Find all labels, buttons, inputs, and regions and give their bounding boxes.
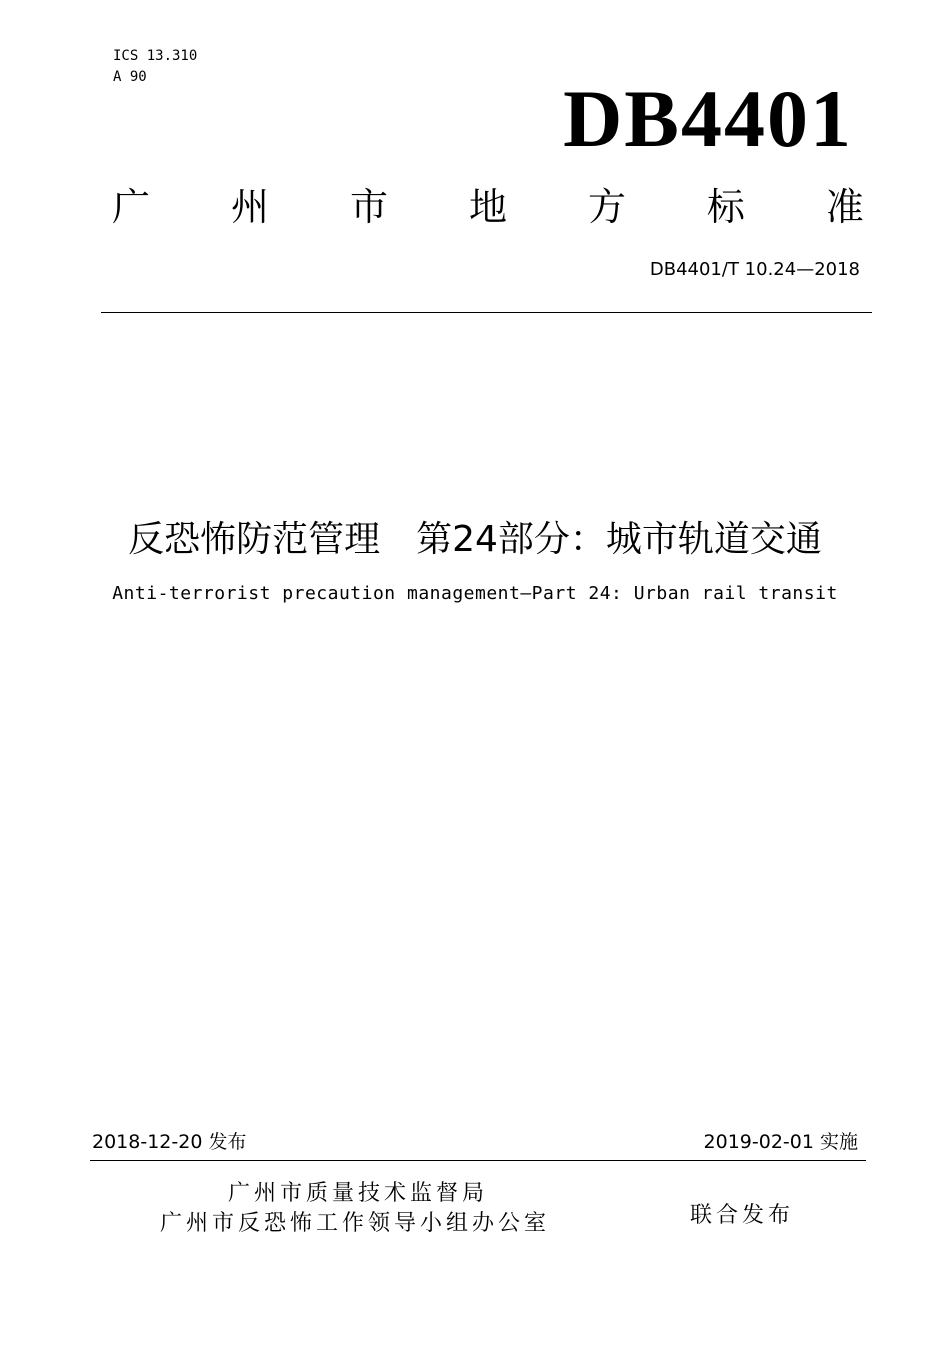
standard-code: DB4401/T 10.24—2018 xyxy=(649,259,860,280)
standard-type xyxy=(112,185,864,229)
joint-issue-label: 联合发布 xyxy=(690,1203,795,1228)
header-divider xyxy=(101,312,872,313)
ccs-code: A 90 xyxy=(113,69,147,85)
standard-type-char: 地 xyxy=(468,185,507,229)
standard-type-char: 标 xyxy=(706,185,745,229)
ics-code: ICS 13.310 xyxy=(113,48,198,64)
db-logo: DB4401 xyxy=(563,73,853,164)
standard-type-char: 方 xyxy=(587,185,626,229)
issuer-org-1: 广州市质量技术监督局 xyxy=(228,1181,489,1206)
standard-type-char: 市 xyxy=(349,185,388,229)
issue-date: 2018-12-20 发布 xyxy=(92,1131,247,1153)
title-english: Anti-terrorist precaution management—Part 24: Urban rail transit xyxy=(112,583,838,604)
standard-type-char: 准 xyxy=(825,185,864,229)
implementation-date: 2019-02-01 实施 xyxy=(703,1131,858,1153)
standard-type-char: 州 xyxy=(230,185,269,229)
classification-codes xyxy=(113,46,197,88)
title-chinese: 反恐怖防范管理 第24部分：城市轨道交通 xyxy=(128,519,822,560)
issuer-org-2: 广州市反恐怖工作领导小组办公室 xyxy=(160,1211,551,1236)
footer-divider xyxy=(90,1160,866,1161)
standard-type-char: 广 xyxy=(112,185,151,229)
